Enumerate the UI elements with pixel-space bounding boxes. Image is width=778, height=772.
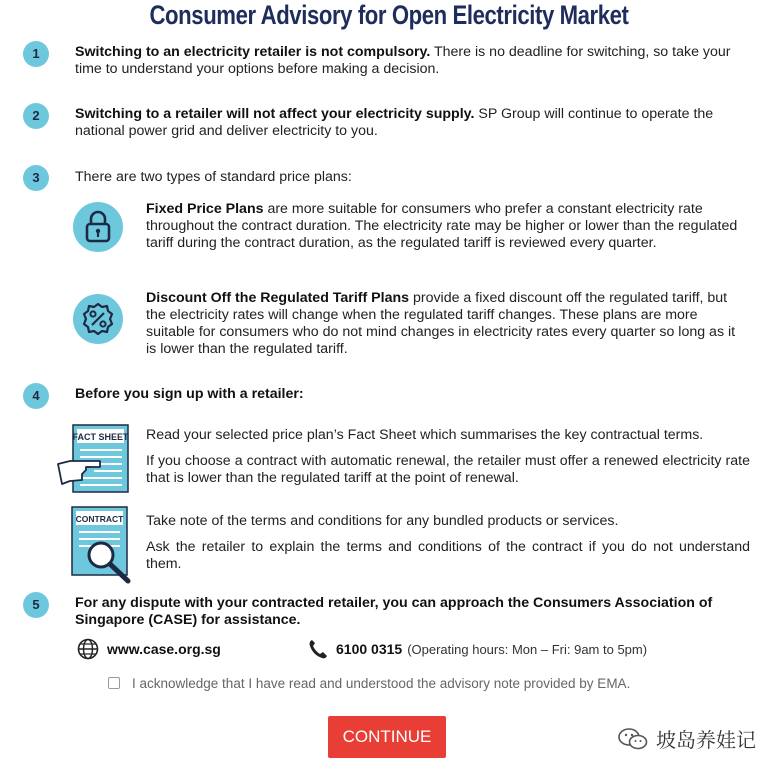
watermark <box>618 724 756 753</box>
discount-plan-text <box>146 290 744 358</box>
discount-plan-body: provide a fixed discount off the regulated tariff, but the electricity rates will change when the regulated tariff changes. These plans are more suitable for consumers who do not mind changes in electricity rates every quarter so long as it is lower than the regulated tariff. <box>146 290 736 357</box>
continue-button[interactable]: CONTINUE <box>328 716 446 758</box>
step-number-4: 4 <box>23 383 49 409</box>
fact-sheet-text-2: If you choose a contract with automatic renewal, the retailer must offer a renewed electricity rate that is lower than the regulated tariff at the point of renewal. <box>146 453 750 486</box>
contract-text-2: Ask the retailer to explain the terms and conditions of the contract if you do not understand them. <box>146 539 750 572</box>
step-1-body: There is no deadline for switching, so take your time to understand your options before making a decision. <box>75 44 731 77</box>
operating-hours: (Operating hours: Mon – Fri: 9am to 5pm) <box>407 641 648 657</box>
step-5-text <box>75 595 755 629</box>
step-2-bold: Switching to a retailer will not affect your electricity supply. <box>75 106 475 122</box>
phone-contact <box>308 638 647 660</box>
step-5-bold: For any dispute with your contracted retailer, you can approach the Consumers Association of Singapore (CASE) for assistance. <box>75 595 713 628</box>
step-2-text <box>75 106 725 140</box>
contract-text-1: Take note of the terms and conditions for any bundled products or services. <box>146 513 619 529</box>
percent-badge-icon <box>73 294 123 344</box>
acknowledge-label: I acknowledge that I have read and understood the advisory note provided by EMA. <box>132 676 631 691</box>
acknowledge-checkbox[interactable] <box>108 677 120 689</box>
contract-magnifier-icon <box>70 506 134 589</box>
lock-icon <box>73 202 123 252</box>
globe-icon <box>77 638 99 660</box>
phone-number[interactable]: 6100 0315 <box>336 641 403 657</box>
fixed-price-plan-title: Fixed Price Plans <box>146 201 264 217</box>
step-1-text <box>75 44 735 78</box>
step-3-text: There are two types of standard price plans: <box>75 169 352 185</box>
acknowledge-row[interactable] <box>108 676 630 691</box>
website-link[interactable]: www.case.org.sg <box>107 641 221 657</box>
discount-plan-title: Discount Off the Regulated Tariff Plans <box>146 290 410 306</box>
watermark-text: 坡岛养娃记 <box>656 728 756 752</box>
fixed-price-plan-body: are more suitable for consumers who prefer a constant electricity rate throughout the contract duration. The electricity rate may be higher or lower than the regulated tariff during the contract duration, as the regulated tariff is reviewed every quarter. <box>146 201 738 251</box>
step-2-body: SP Group will continue to operate the national power grid and deliver electricity to you. <box>75 106 714 139</box>
step-number-3: 3 <box>23 165 49 191</box>
step-4-bold: Before you sign up with a retailer: <box>75 386 304 402</box>
fixed-price-plan-text <box>146 201 744 252</box>
step-number-5: 5 <box>23 592 49 618</box>
fact-sheet-label: FACT SHEET <box>72 432 129 442</box>
step-number-2: 2 <box>23 103 49 129</box>
page-title: Consumer Advisory for Open Electricity Market <box>149 0 629 30</box>
contract-label: CONTRACT <box>75 514 124 524</box>
fact-sheet-text-1: Read your selected price plan’s Fact Sheet which summarises the key contractual terms. <box>146 427 704 443</box>
step-1-bold: Switching to an electricity retailer is not compulsory. <box>75 44 431 60</box>
wechat-logo-icon <box>618 727 648 751</box>
phone-icon <box>308 638 328 660</box>
fact-sheet-icon <box>56 424 132 499</box>
step-4-text <box>75 386 475 403</box>
website-contact <box>77 638 221 660</box>
step-number-1: 1 <box>23 41 49 67</box>
